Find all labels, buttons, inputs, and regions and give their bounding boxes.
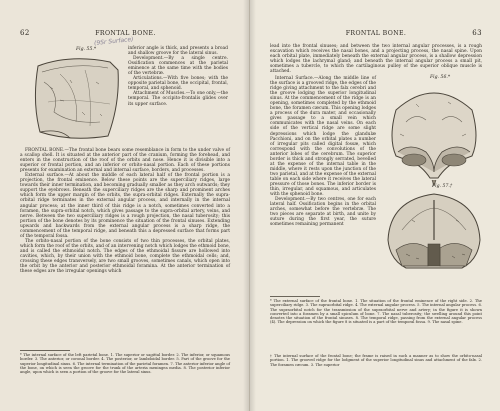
page-number: 62 [20,29,30,37]
paragraph: FRONTAL BONE.—The frontal bone bears some resemblance in form to the under valve of a scallop shell. It is situated at the anterior part of the cranium, forming the forehead, and enters in the construction of the roof of the orbits and nose. Hence it is divisible into a superior or frontal portion, and an inferior or orbito-nasal portion. Each of these portions presents for examination an external and internal surface, borders, and processes. [20,148,230,174]
gutter-shadow [250,0,256,411]
paragraph: Attachment of Muscles.—To one only,—the temporal. The occipito-frontalis glides over its upper surface. [128,91,228,107]
paragraph: Development.—By two centres, one for each lateral half. Ossification begins in the orbital arches, somewhat before the vertebræ. The two pieces are separate at birth, and unite by suture during the first year, the suture sometimes remaining permanent [270,197,376,228]
paragraph: lead into the frontal sinuses; and between the two internal angular processes, is a rough excavation which receives the nasal bones, and a projecting process, the nasal spine. Upon each orbital plate, immediately beneath the external angular process, is a shallow depression which lodges the lachrymal gland; and beneath the internal angular process a small pit, sometimes a tubercle, to which the cartilaginous pulley of the superior oblique muscle is attached. [270,44,482,75]
running-title: FRONTAL BONE. [95,30,156,37]
body-text [20,148,230,274]
frontal-bone-internal-figure [382,190,486,274]
top-text [270,44,482,74]
gutter-shadow [243,0,249,411]
footnote-rule [270,296,320,297]
column-text [128,46,228,107]
paragraph: External surface.—At about the middle of each lateral half of the frontal portion is a projection, the frontal eminence. Below these points are the superciliary ridges, large towards their inner termination, and becoming gradually smaller as they arch outwards; they support the eyebrows. Beneath the superciliary ridges are the sharp and prominent arches which form the upper margin of the orbits, the supra-orbital ridges. Externally the supra-orbital ridge terminates in the external angular process, and internally in the internal angular process; at the inner third of this ridge is a notch, sometimes converted into a foramen, the supra-orbital notch, which gives passage to the supra-orbital artery, veins, and nerve. Between the two superciliary ridges is a rough projection, the nasal tuberosity; this portion of the bone denotes by its prominence the situation of the frontal sinuses. Extending upwards and backwards from the external angular process is a sharp ridge, the commencement of the temporal ridge, and beneath this a depressed surface that forms part of the temporal fossa. [20,173,230,239]
paragraph: Internal Surface.—Along the middle line of the surface is a grooved ridge, the edges of the ridge giving attachment to the falx cerebri and the groove lodging the superior longitudinal sinus. At the commencement of the ridge is an opening, sometimes completed by the ethmoid bone, the foramen cæcum. This opening lodges a process of the dura mater, and occasionally gives passage to a small vein which communicates with the nasal veins. On each side of the vertical ridge are some slight depressions which lodge the glandulæ Pacchioni, and on the orbital plates a number of irregular pits called digital fossæ, which correspond with the convolutions of the anterior lobes of the cerebrum. The superior border is thick and strongly serrated, bevelled at the expense of the internal table in the middle, where it rests upon the junction of the two parietal, and at the expense of the external table on each side where it receives the lateral pressure of those bones. The inferior border is thin, irregular, and squamous, and articulates with the sphenoid bone. [270,76,376,198]
footnote-rule [20,350,70,351]
footnote: † The internal surface of the frontal bone; the frame is raised in such a manner as to show the orbito-nasal portion. 1. The grooved ridge for the lodgment of the superior longitudinal sinus and attachment of the falx. 2. The foramen cæcum. 3. The superior [270,354,482,367]
figure-label: Fig. 56.* [430,75,451,80]
figure-label: Fig. 57.† [432,184,453,189]
page-number: 63 [472,29,482,37]
frontal-bone-external-figure [386,82,482,186]
parietal-bone-figure [30,52,124,144]
paragraph: The orbito-nasal portion of the bone consists of two thin processes, the orbital plates, which form the roof of the orbits, and of an intervening notch which lodges the ethmoid bone, and is called the ethmoidal notch. The edges of the ethmoidal fissure are hollowed into cavities, which, by their union with the ethmoid bone, complete the ethmoidal cells; and, crossing these edges transversely, are two small grooves, sometimes canals, which open into the orbit by the anterior and posterior ethmoidal foramina. At the anterior termination of these edges are the irregular openings which [20,238,230,275]
pencil-note: (9Sr Surface) [93,35,134,48]
column-text [270,76,376,227]
paragraph: inferior angle is thick, and presents a broad and shallow groove for the lateral sinus. [128,46,228,57]
footnote: * The external surface of the frontal bone. 1. The situation of the frontal eminence of the right side. 2. The superciliary ridge. 3. The supraorbital ridge. 4. The external angular process. 5. The internal angular process. 6. The supraorbital notch for the transmission of the supraorbital nerve and artery; in the figure it is shown converted into a foramen by a small spiculum of bone. 7. The nasal tuberosity; the swelling around this point denotes the situation of the frontal sinuses. 8. The temporal ridge, passing from the external angular process (4). The depression on which the figure 8 is situated is a part of the temporal fossa. 9. The nasal spine. [270,299,482,325]
footnote: * The internal surface of the left parietal bone. 1. The superior or sagittal border. 2. The inferior, or squamous border. 3. The anterior, or coronal border. 4. The posterior, or lambdoidal border. 5. Part of the groove for the superior longitudinal sinus. 6. The internal termination of the parietal foramen. 7. The anterior inferior angle of the bone, on which is seen the groove for the trunk of the arteria meningea media. 8. The posterior inferior angle, upon which is seen a portion of the groove for the lateral sinus. [20,353,230,375]
running-title: FRONTAL BONE. [345,30,407,37]
paragraph: Articulations.—With five bones; with the opposite parietal bone, the occipital, frontal, temporal, and sphenoid. [128,76,228,92]
running-head [270,30,482,40]
right-page [250,0,500,411]
paragraph: Development.—By a single centre. Ossification commences at the parietal eminence at the same time with the bodies of the vertebræ. [128,56,228,77]
figure-label: Fig. 55.* [76,47,97,52]
